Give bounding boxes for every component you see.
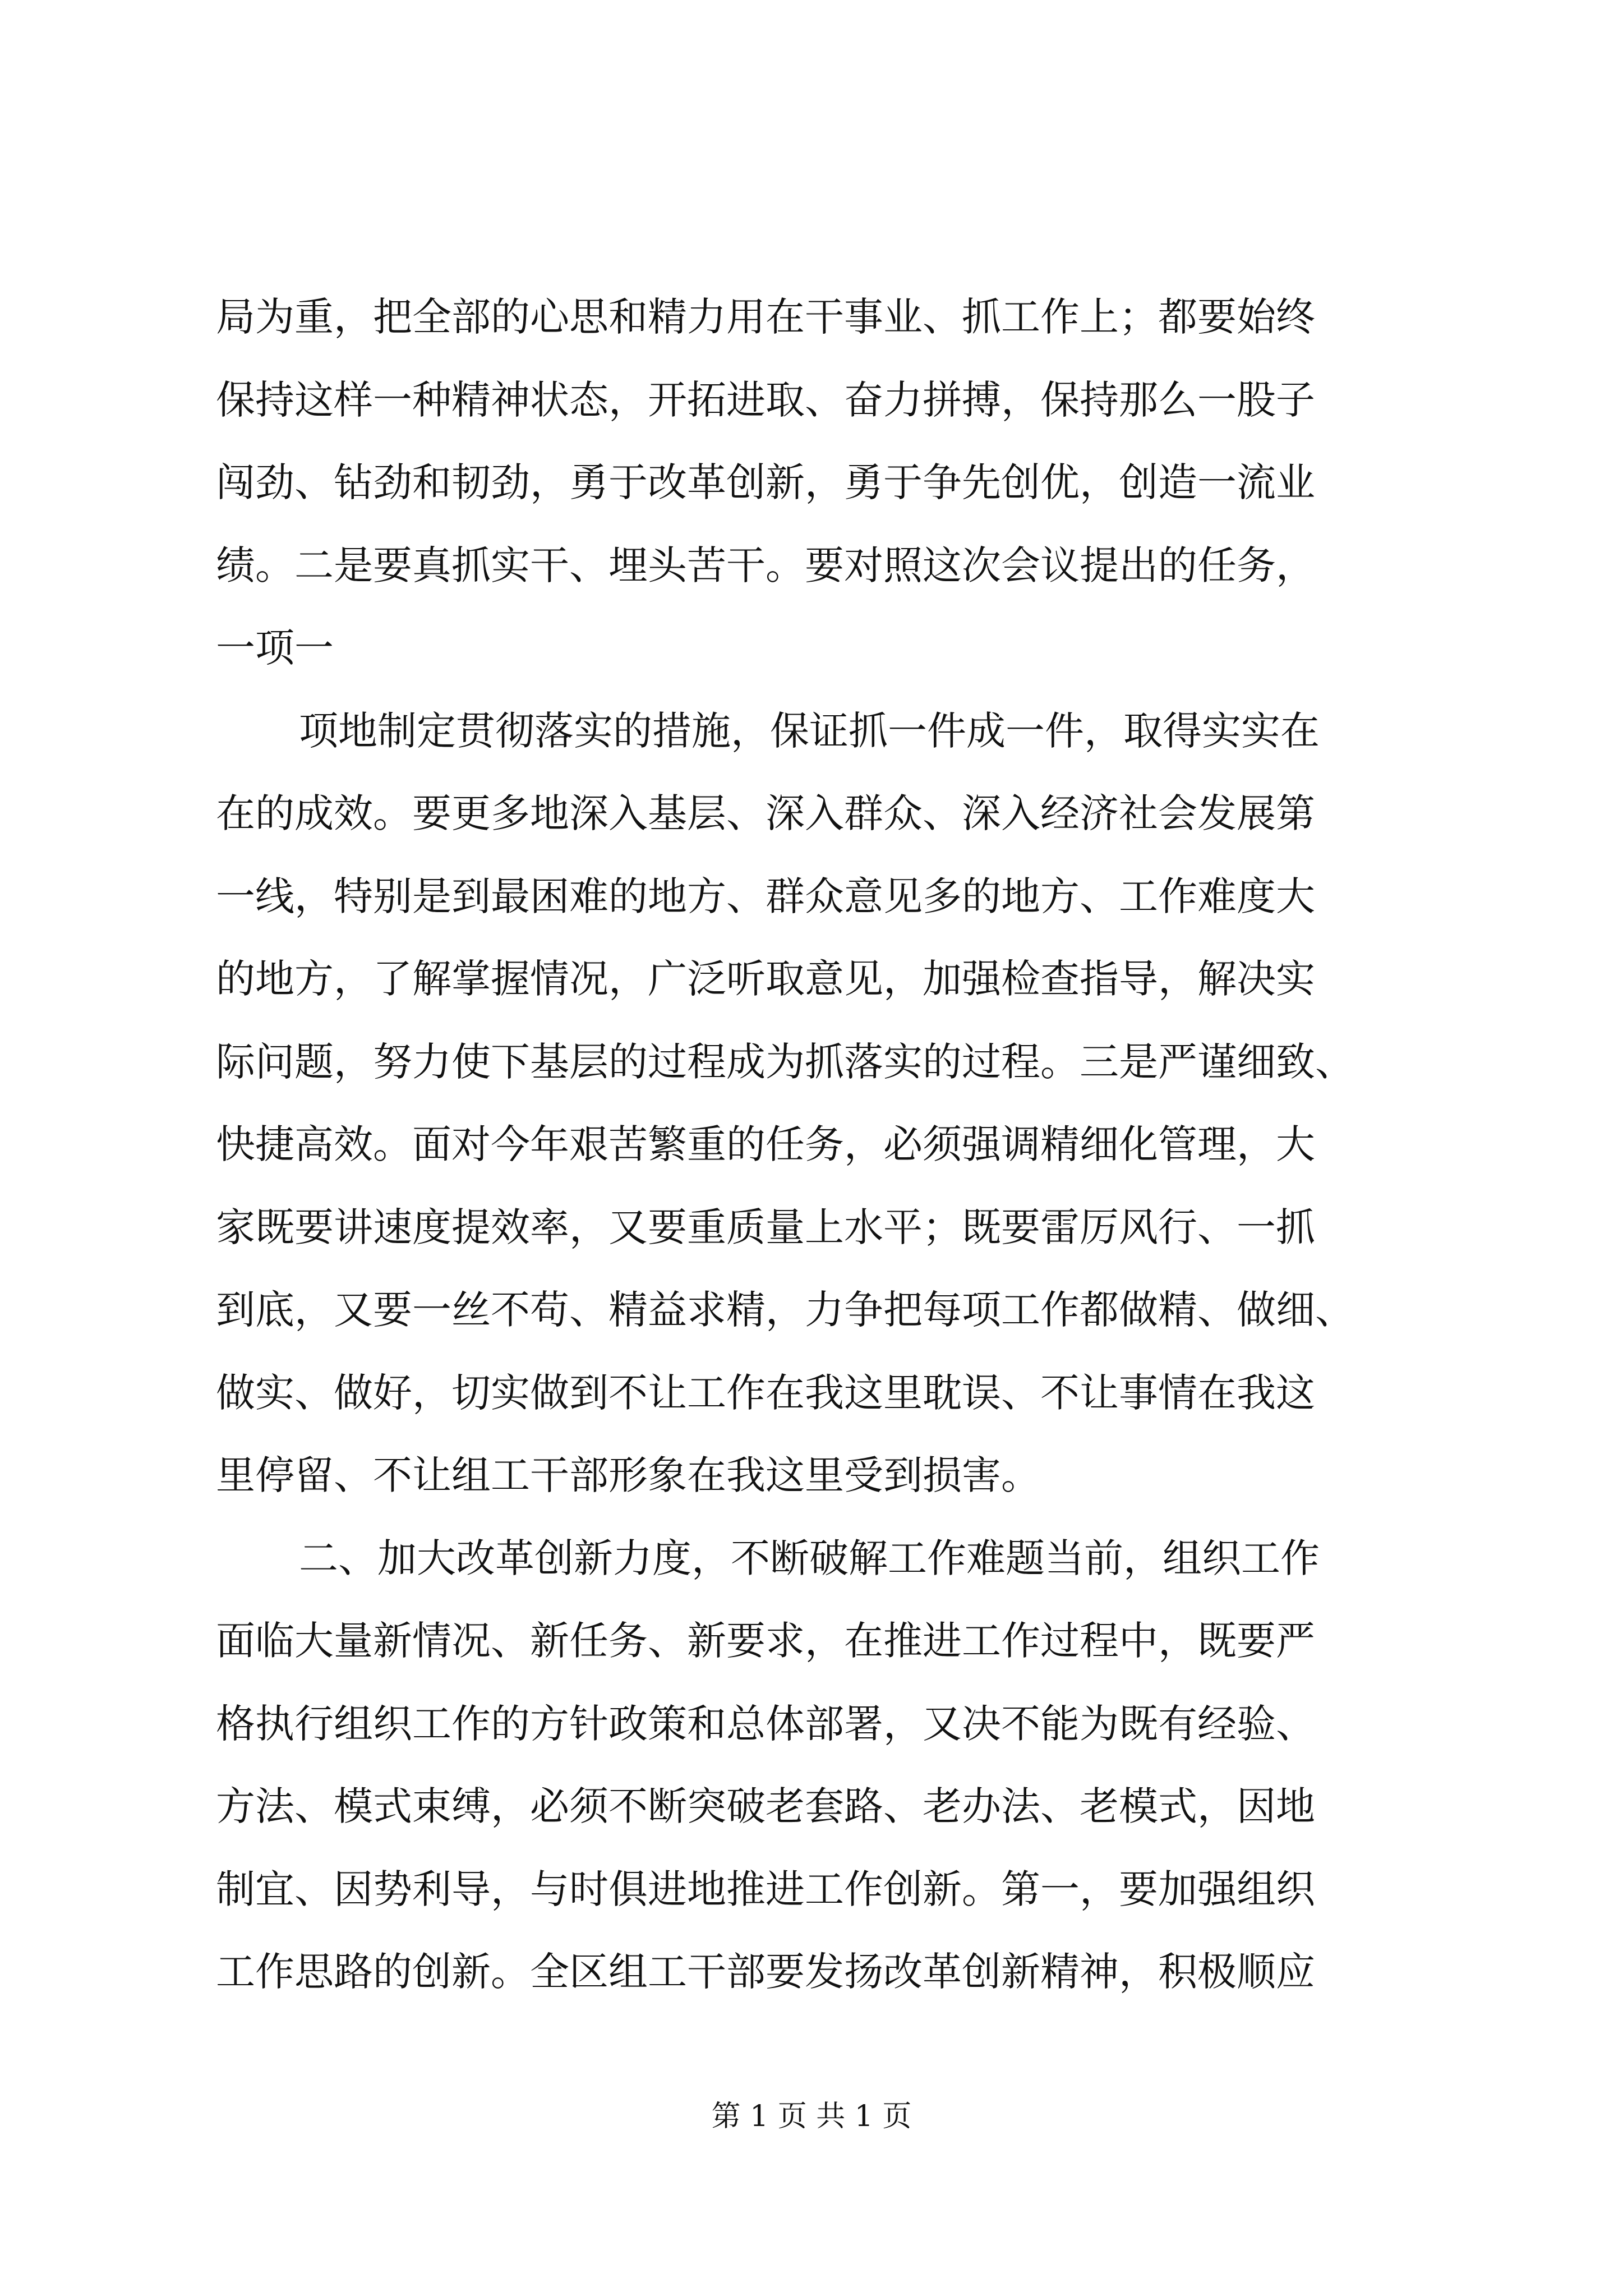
text-line: 格执行组织工作的方针政策和总体部署，又决不能为既有经验、 bbox=[216, 1700, 1315, 1747]
text-line: 到底，又要一丝不苟、精益求精，力争把每项工作都做精、做细、 bbox=[216, 1287, 1354, 1333]
text-line: 的地方，了解掌握情况，广泛听取意见，加强检查指导，解决实 bbox=[216, 956, 1315, 1002]
text-line: 绩。二是要真抓实干、埋头苦干。要对照这次会议提出的任务， bbox=[216, 542, 1315, 588]
text-line: 制宜、因势利导，与时俱进地推进工作创新。第一，要加强组织 bbox=[216, 1866, 1315, 1912]
text-line: 局为重，把全部的心思和精力用在干事业、抓工作上；都要始终 bbox=[216, 294, 1315, 340]
page-number-label: 第 1 页 共 1 页 bbox=[711, 2100, 912, 2133]
text-line: 在的成效。要更多地深入基层、深入群众、深入经济社会发展第 bbox=[216, 790, 1315, 836]
text-line: 一项一 bbox=[216, 625, 334, 671]
text-line: 方法、模式束缚，必须不断突破老套路、老办法、老模式，因地 bbox=[216, 1783, 1315, 1829]
text-line: 闯劲、钻劲和韧劲，勇于改革创新，勇于争先创优，创造一流业 bbox=[216, 459, 1315, 505]
text-line: 一线，特别是到最困难的地方、群众意见多的地方、工作难度大 bbox=[216, 873, 1315, 919]
text-line: 保持这样一种精神状态，开拓进取、奋力拼搏，保持那么一股子 bbox=[216, 376, 1315, 423]
page-footer bbox=[0, 2097, 1623, 2136]
text-line: 快捷高效。面对今年艰苦繁重的任务，必须强调精细化管理，大 bbox=[216, 1121, 1315, 1167]
paragraph-first-line: 二、加大改革创新力度，不断破解工作难题当前，组织工作 bbox=[299, 1535, 1320, 1581]
text-line: 面临大量新情况、新任务、新要求，在推进工作过程中，既要严 bbox=[216, 1618, 1315, 1664]
text-line: 家既要讲速度提效率，又要重质量上水平；既要雷厉风行、一抓 bbox=[216, 1204, 1315, 1250]
text-line: 里停留、不让组工干部形象在我这里受到损害。 bbox=[216, 1452, 1040, 1498]
body-text bbox=[216, 276, 1410, 2014]
text-line: 做实、做好，切实做到不让工作在我这里耽误、不让事情在我这 bbox=[216, 1369, 1315, 1416]
paragraph-first-line: 项地制定贯彻落实的措施，保证抓一件成一件，取得实实在 bbox=[299, 707, 1320, 754]
text-line: 工作思路的创新。全区组工干部要发扬改革创新精神，积极顺应 bbox=[216, 1949, 1315, 1995]
text-line: 际问题，努力使下基层的过程成为抓落实的过程。三是严谨细致、 bbox=[216, 1038, 1354, 1085]
